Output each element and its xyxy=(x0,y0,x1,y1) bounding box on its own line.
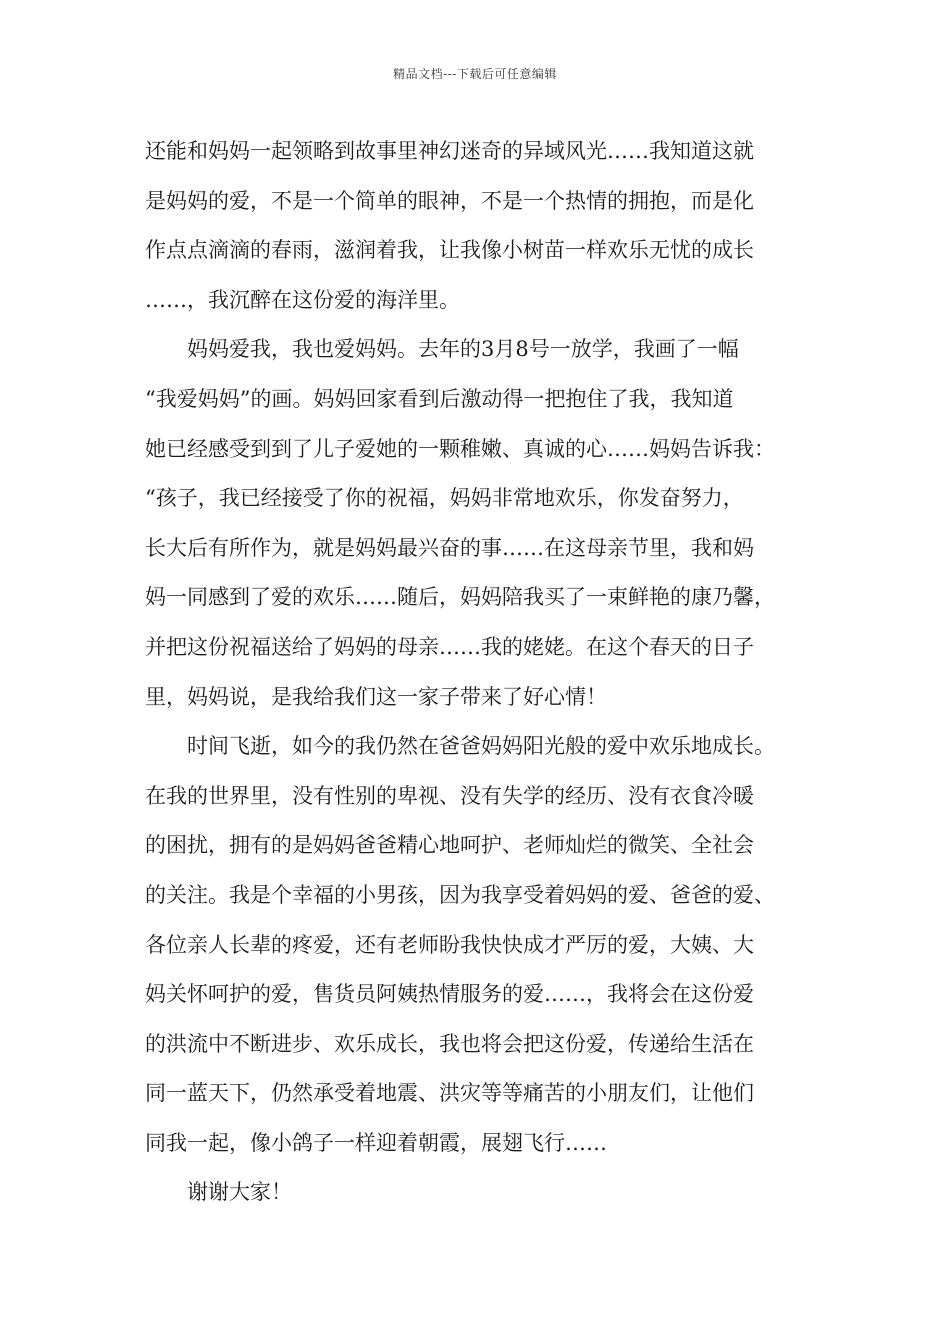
text-line: 同一蓝天下，仍然承受着地震、洪灾等等痛苦的小朋友们，让他们 xyxy=(145,1081,754,1106)
text-line: ……，我沉醉在这份爱的海洋里。 xyxy=(145,287,460,312)
text-line: “我爱妈妈”的画。妈妈回家看到后激动得一把抱住了我，我知道 xyxy=(145,386,734,411)
text-line: 长大后有所作为，就是妈妈最兴奋的事……在这母亲节里，我和妈 xyxy=(145,535,754,560)
text-line: 她已经感受到到了儿子爱她的一颗稚嫩、真诚的心……妈妈告诉我： xyxy=(145,436,775,461)
text-line: 妈关怀呵护的爱，售货员阿姨热情服务的爱……，我将会在这份爱 xyxy=(145,982,754,1007)
text-line: 是妈妈的爱，不是一个简单的眼神，不是一个热情的拥抱，而是化 xyxy=(145,188,754,213)
document-body xyxy=(145,127,845,1218)
text-line: 里，妈妈说，是我给我们这一家子带来了好心情！ xyxy=(145,684,607,709)
text-line: 并把这份祝福送给了妈妈的母亲……我的姥姥。在这个春天的日子 xyxy=(145,634,754,659)
text-line: 在我的世界里，没有性别的卑视、没有失学的经历、没有衣食冷暖 xyxy=(145,783,754,808)
text-line: 还能和妈妈一起领略到故事里神幻迷奇的异域风光……我知道这就 xyxy=(145,139,754,163)
text-line: 的关注。我是个幸福的小男孩，因为我享受着妈妈的爱、爸爸的爱、 xyxy=(145,882,775,907)
page-header: 精品文档---下载后可任意编辑 xyxy=(393,67,557,81)
text-line: 的困扰，拥有的是妈妈爸爸精心地呵护、老师灿烂的微笑、全社会 xyxy=(145,833,754,858)
text-line: “孩子，我已经接受了你的祝福，妈妈非常地欢乐，你发奋努力， xyxy=(145,486,744,511)
text-line: 谢谢大家！ xyxy=(187,1180,292,1205)
text-line: 妈一同感到了爱的欢乐……随后，妈妈陪我买了一束鲜艳的康乃馨， xyxy=(145,585,775,610)
text-line: 同我一起，像小鸽子一样迎着朝霞，展翅飞行…… xyxy=(145,1130,607,1155)
text-line: 时间飞逝，如今的我仍然在爸爸妈妈阳光般的爱中欢乐地成长。 xyxy=(187,734,775,759)
text-line: 各位亲人长辈的疼爱，还有老师盼我快快成才严厉的爱，大姨、大 xyxy=(145,932,754,957)
text-line: 妈妈爱我，我也爱妈妈。去年的3月8号一放学，我画了一幅 xyxy=(187,337,739,362)
text-line: 作点点滴滴的春雨，滋润着我，让我像小树苗一样欢乐无忧的成长 xyxy=(145,238,754,263)
text-line: 的洪流中不断进步、欢乐成长，我也将会把这份爱，传递给生活在 xyxy=(145,1031,754,1056)
